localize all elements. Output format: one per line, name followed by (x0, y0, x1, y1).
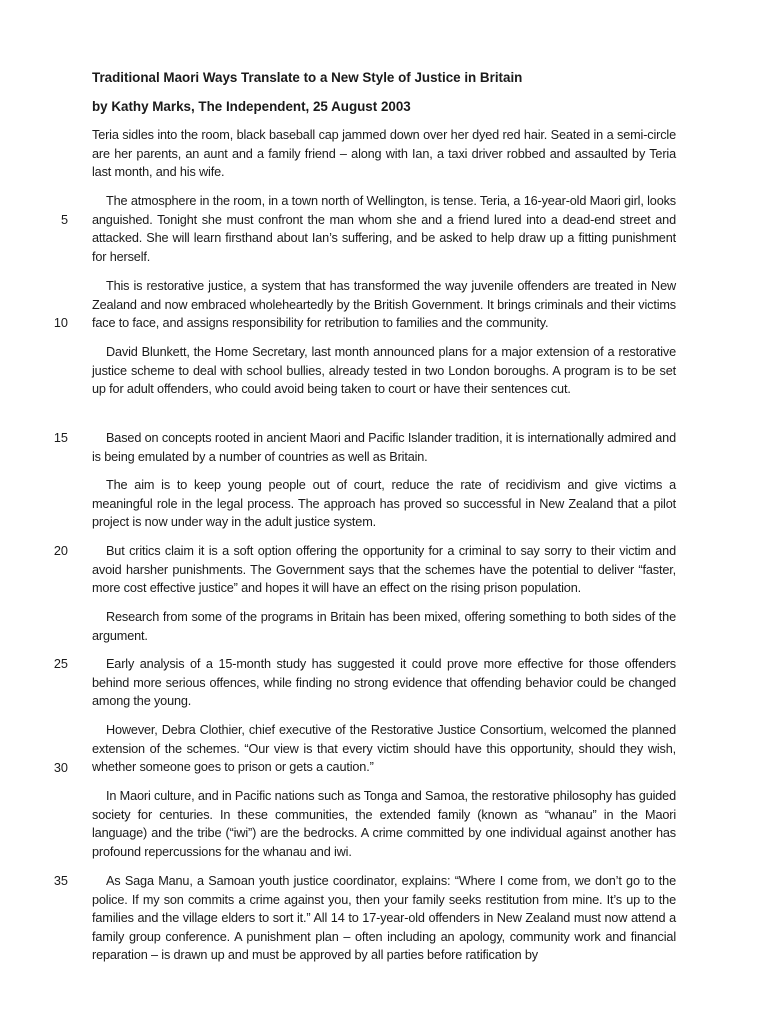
paragraph-8: Research from some of the programs in Britain has been mixed, offering something to both sides of the argument. (92, 610, 676, 643)
line-number-10: 10 (53, 316, 68, 330)
line-number-35: 35 (53, 874, 68, 888)
article-title: Traditional Maori Ways Translate to a New Style of Justice in Britain (92, 70, 523, 85)
paragraph-1: Teria sidles into the room, black baseball cap jammed down over her dyed red hair. Seated in a semi-circle are her parents, an aunt and a family friend – along with Ian, a taxi driver robbed and assaulted by Teria last month, and his wife. (92, 128, 676, 179)
paragraph-5: Based on concepts rooted in ancient Maori and Pacific Islander tradition, it is internationally admired and is being emulated by a number of countries as well as Britain. (92, 431, 676, 464)
paragraph-6: The aim is to keep young people out of court, reduce the rate of recidivism and give victims a meaningful role in the legal process. The approach has proved so successful in New Zealand that a pilot project is now under way in the adult justice system. (92, 478, 676, 529)
paragraph-2: The atmosphere in the room, in a town north of Wellington, is tense. Teria, a 16-year-old Maori girl, looks anguished. Tonight she must confront the man whom she and a friend lured into a dead-end street and attacked. She will learn firsthand about Ian’s suffering, and be asked to help draw up a fitting punishment for herself. (92, 194, 676, 264)
line-number-20: 20 (53, 544, 68, 558)
line-number-25: 25 (53, 657, 68, 671)
paragraph-10: However, Debra Clothier, chief executive of the Restorative Justice Consortium, welcomed the planned extension of the schemes. “Our view is that every victim should have this opportunity, should they wish, whether someone goes to prison or gets a caution.” (92, 723, 676, 774)
article-byline: by Kathy Marks, The Independent, 25 August 2003 (92, 99, 411, 114)
line-number-15: 15 (53, 431, 68, 445)
paragraph-4: David Blunkett, the Home Secretary, last month announced plans for a major extension of a restorative justice scheme to deal with school bullies, already tested in two London boroughs. A program is to be set up for adult offenders, who could avoid being taken to court or have their sentences cut. (92, 345, 676, 396)
paragraph-12: As Saga Manu, a Samoan youth justice coordinator, explains: “Where I come from, we don’t go to the police. If my son commits a crime against you, then your family seeks restitution from mine. It’s up to the families and the village elders to sort it.” All 14 to 17-year-old offenders in New Zealand must now attend a family group conference. A punishment plan – often including an apology, community work and financial reparation – is drawn up and must be approved by all parties before ratification by (92, 874, 676, 962)
line-number-30: 30 (53, 761, 68, 775)
line-number-5: 5 (60, 213, 68, 227)
paragraph-3: This is restorative justice, a system that has transformed the way juvenile offenders are treated in New Zealand and now embraced wholeheartedly by the British Government. It brings criminals and their victims face to face, and assigns responsibility for retribution to families and the community. (92, 279, 676, 330)
paragraph-11: In Maori culture, and in Pacific nations such as Tonga and Samoa, the restorative philosophy has guided society for centuries. In these communities, the extended family (known as “whanau” in the Maori language) and the tribe (“iwi”) are the bedrocks. A crime committed by one individual against another has profound repercussions for the whanau and iwi. (92, 789, 676, 859)
paragraph-7: But critics claim it is a soft option offering the opportunity for a criminal to say sorry to their victim and avoid harsher punishments. The Government says that the schemes have the potential to deliver “faster, more cost effective justice” and hopes it will have an effect on the rising prison population. (92, 544, 676, 595)
paragraph-9: Early analysis of a 15-month study has suggested it could prove more effective for those offenders behind more serious offences, while finding no strong evidence that offending behavior could be changed among the young. (92, 657, 676, 708)
